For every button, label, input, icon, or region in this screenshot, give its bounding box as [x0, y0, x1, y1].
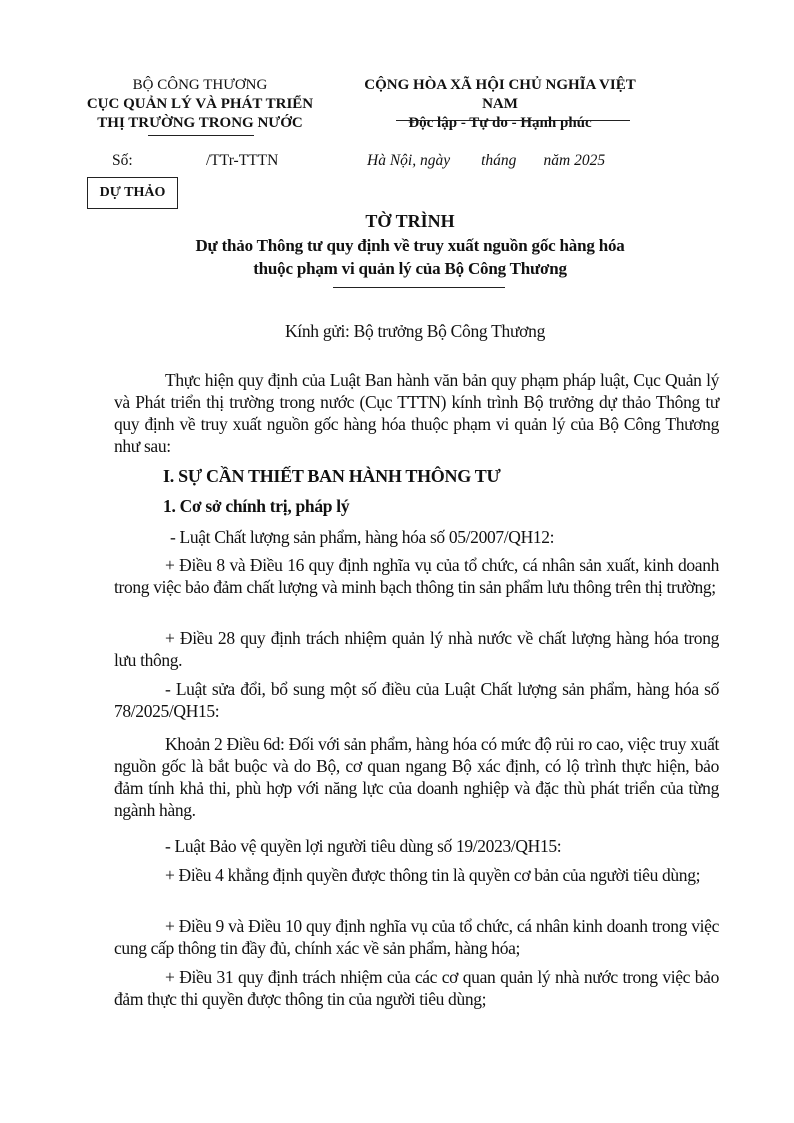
- section-heading: I. SỰ CẦN THIẾT BAN HÀNH THÔNG TƯ: [163, 466, 501, 486]
- national-title-block: [350, 76, 650, 133]
- agency-underline: [148, 135, 254, 136]
- title-underline: [333, 287, 505, 288]
- document-subject-line-2: thuộc phạm vi quản lý của Bộ Công Thương: [253, 259, 567, 278]
- document-number-label: Số:: [112, 152, 133, 169]
- body-paragraph: - Luật Bảo vệ quyền lợi người tiêu dùng số 19/2023/QH15:: [165, 836, 562, 856]
- subsection-heading: 1. Cơ sở chính trị, pháp lý: [163, 496, 350, 516]
- national-motto: Độc lập - Tự do - Hạnh phúc: [408, 115, 592, 131]
- draft-badge: [87, 177, 178, 209]
- document-subject-line-1: Dự thảo Thông tư quy định về truy xuất nguồn gốc hàng hóa: [195, 236, 625, 255]
- body-paragraph: + Điều 9 và Điều 10 quy định nghĩa vụ của tổ chức, cá nhân kinh doanh trong việc cung cấp thông tin đầy đủ, chính xác về sản phẩm, hàng hóa;: [114, 916, 719, 958]
- motto-underline: [396, 120, 630, 121]
- document-subject: [100, 234, 720, 280]
- document-number-value: /TTr-TTTN: [206, 152, 279, 169]
- body-paragraph: - Luật Chất lượng sản phẩm, hàng hóa số 05/2007/QH12:: [170, 527, 555, 547]
- nation-name-line-2: NAM: [482, 96, 518, 112]
- draft-badge-label: DỰ THẢO: [99, 185, 166, 200]
- body-paragraph: + Điều 4 khẳng định quyền được thông tin là quyền cơ bản của người tiêu dùng;: [165, 865, 701, 885]
- body-paragraph: + Điều 28 quy định trách nhiệm quản lý nhà nước về chất lượng hàng hóa trong lưu thông.: [114, 628, 719, 670]
- body-paragraph: + Điều 8 và Điều 16 quy định nghĩa vụ của tổ chức, cá nhân sản xuất, kinh doanh trong việc bảo đảm chất lượng và minh bạch thông tin sản phẩm lưu thông trên thị trường;: [114, 555, 719, 597]
- body-paragraph: + Điều 31 quy định trách nhiệm của các cơ quan quản lý nhà nước trong việc bảo đảm thực thi quyền được thông tin của người tiêu dùng;: [114, 967, 719, 1009]
- recipient-line: Kính gửi: Bộ trưởng Bộ Công Thương: [284, 321, 546, 341]
- issuing-agency-block: [60, 76, 340, 133]
- place-and-date: Hà Nội, ngày tháng năm 2025: [367, 152, 606, 169]
- department-name-line-1: CỤC QUẢN LÝ VÀ PHÁT TRIỂN: [86, 96, 314, 112]
- body-paragraph: - Luật sửa đổi, bổ sung một số điều của Luật Chất lượng sản phẩm, hàng hóa số 78/2025/QH15:: [114, 679, 719, 721]
- ministry-name: BỘ CÔNG THƯƠNG: [132, 77, 268, 93]
- intro-paragraph: Thực hiện quy định của Luật Ban hành văn bản quy phạm pháp luật, Cục Quản lý và Phát triển thị trường trong nước (Cục TTTN) kính trình Bộ trưởng dự thảo Thông tư quy định về truy xuất nguồn gốc hàng hóa thuộc phạm vi quản lý của Bộ Công Thương như sau:: [114, 370, 719, 456]
- document-type-title: TỜ TRÌNH: [365, 211, 455, 231]
- nation-name-line-1: CỘNG HÒA XÃ HỘI CHỦ NGHĨA VIỆT: [364, 77, 636, 93]
- body-paragraph: Khoản 2 Điều 6d: Đối với sản phẩm, hàng hóa có mức độ rủi ro cao, việc truy xuất nguồn gốc là bắt buộc và do Bộ, cơ quan ngang Bộ xác định, có lộ trình thực hiện, bảo đảm tính khả thi, phù hợp với năng lực của doanh nghiệp và đặc thù phát triển của từng ngành hàng.: [114, 734, 719, 820]
- department-name-line-2: THỊ TRƯỜNG TRONG NƯỚC: [97, 115, 303, 131]
